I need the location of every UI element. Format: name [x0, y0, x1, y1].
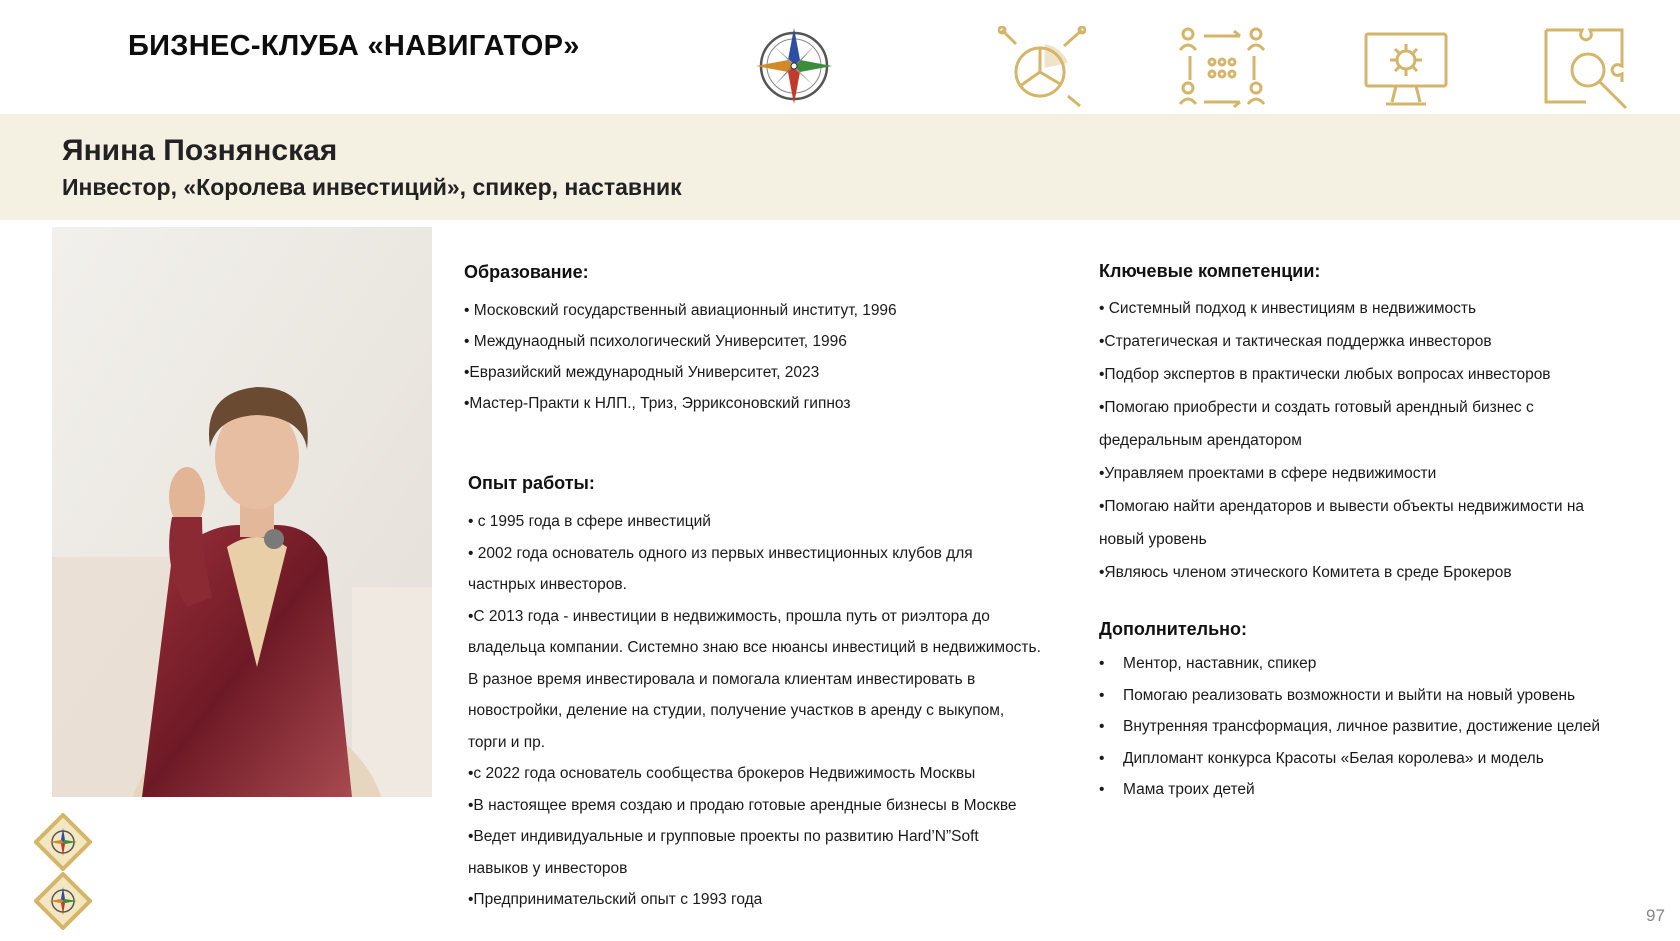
competency-line: •Помогаю приобрести и создать готовый арендный бизнес с: [1099, 399, 1534, 416]
competency-line: • Системный подход к инвестициям в недвижимость: [1099, 300, 1477, 317]
bullet: •: [1099, 718, 1105, 735]
experience-heading: Опыт работы:: [468, 473, 595, 493]
additional-item-text: Ментор, наставник, спикер: [1123, 655, 1317, 672]
bullet: •: [1099, 749, 1105, 767]
person-role: Инвестор, «Королева инвестиций», спикер, наставник: [62, 174, 682, 200]
diamond-logo-icon: [34, 813, 92, 871]
competencies-heading: Ключевые компетенции:: [1099, 261, 1321, 281]
additional-item: [1099, 711, 1600, 743]
competency-line: •Подбор экспертов в практически любых вопросах инвесторов: [1099, 366, 1551, 383]
experience-line: торги и пр.: [468, 733, 546, 751]
additional-heading: Дополнительно:: [1099, 619, 1248, 639]
diamond-logo-icon: [34, 872, 92, 930]
competency-line: •Являюсь членом этического Комитета в среде Брокеров: [1099, 564, 1512, 581]
experience-line: • 2002 года основатель одного из первых инвестиционных клубов для: [468, 544, 973, 562]
compass-rose-icon: [752, 24, 836, 108]
club-title: БИЗНЕС-КЛУБА «НАВИГАТОР»: [128, 30, 580, 62]
experience-line: •Ведет индивидуальные и групповые проекты по развитию Hard’N”Soft: [468, 828, 979, 845]
additional-item-text: Внутренняя трансформация, личное развитие, достижение целей: [1123, 718, 1601, 735]
competency-line: •Помогаю найти арендаторов и вывести объекты недвижимости на: [1099, 498, 1585, 515]
additional-item-text: Помогаю реализовать возможности и выйти на новый уровень: [1123, 686, 1576, 704]
experience-line: •В настоящее время создаю и продаю готовые арендные бизнесы в Москве: [468, 796, 1017, 814]
additional-item: [1099, 743, 1600, 775]
bullet: •: [1099, 655, 1105, 672]
competencies-section: [1099, 261, 1584, 589]
portrait-photo: [52, 227, 432, 797]
bullet: •: [1099, 781, 1105, 798]
experience-line: владельца компании. Системно знаю все нюансы инвестиций в недвижимость.: [468, 639, 1041, 656]
experience-line: • с 1995 года в сфере инвестиций: [468, 513, 711, 530]
education-item: • Московский государственный авиационный институт, 1996: [464, 302, 897, 319]
experience-line: новостройки, деление на студии, получение участков в аренду с выкупом,: [468, 702, 1005, 719]
education-section: [464, 262, 897, 419]
team-network-icon: [1178, 26, 1266, 110]
additional-item: [1099, 774, 1600, 806]
additional-item: [1099, 648, 1600, 680]
experience-line: В разное время инвестировала и помогала клиентам инвестировать в: [468, 670, 976, 688]
education-item: •Евразийский международный Университет, 2023: [464, 364, 820, 381]
experience-section: [468, 473, 1041, 916]
competency-line: новый уровень: [1099, 531, 1207, 548]
additional-item-text: Мама троих детей: [1123, 781, 1255, 798]
competency-line: •Стратегическая и тактическая поддержка инвесторов: [1099, 333, 1492, 350]
monitor-gear-icon: [1362, 26, 1450, 110]
experience-line: •Предпринимательский опыт с 1993 года: [468, 891, 763, 908]
experience-line: •с 2022 года основатель сообщества брокеров Недвижимость Москвы: [468, 765, 976, 782]
competency-line: федеральным арендатором: [1099, 432, 1302, 449]
puzzle-search-icon: [1542, 26, 1630, 110]
person-name: Янина Познянская: [62, 134, 338, 167]
header-bar: [0, 0, 1680, 114]
experience-line: •С 2013 года - инвестиции в недвижимость, прошла путь от риэлтора до: [468, 607, 990, 625]
page-number: 97: [1646, 906, 1665, 925]
experience-line: частнрых инвесторов.: [468, 576, 627, 593]
education-heading: Образование:: [464, 262, 589, 282]
bullet: •: [1099, 686, 1105, 704]
education-item: •Мастер-Практи к НЛП., Триз, Эрриксоновский гипноз: [464, 395, 851, 412]
additional-section: [1099, 619, 1600, 806]
additional-item: [1099, 680, 1600, 712]
education-item: • Междунаодный психологический Университет, 1996: [464, 333, 847, 350]
competency-line: •Управляем проектами в сфере недвижимости: [1099, 465, 1437, 482]
additional-item-text: Дипломант конкурса Красоты «Белая королева» и модель: [1123, 749, 1544, 767]
experience-line: навыков у инвесторов: [468, 859, 628, 877]
analytics-chart-icon: [998, 26, 1086, 110]
